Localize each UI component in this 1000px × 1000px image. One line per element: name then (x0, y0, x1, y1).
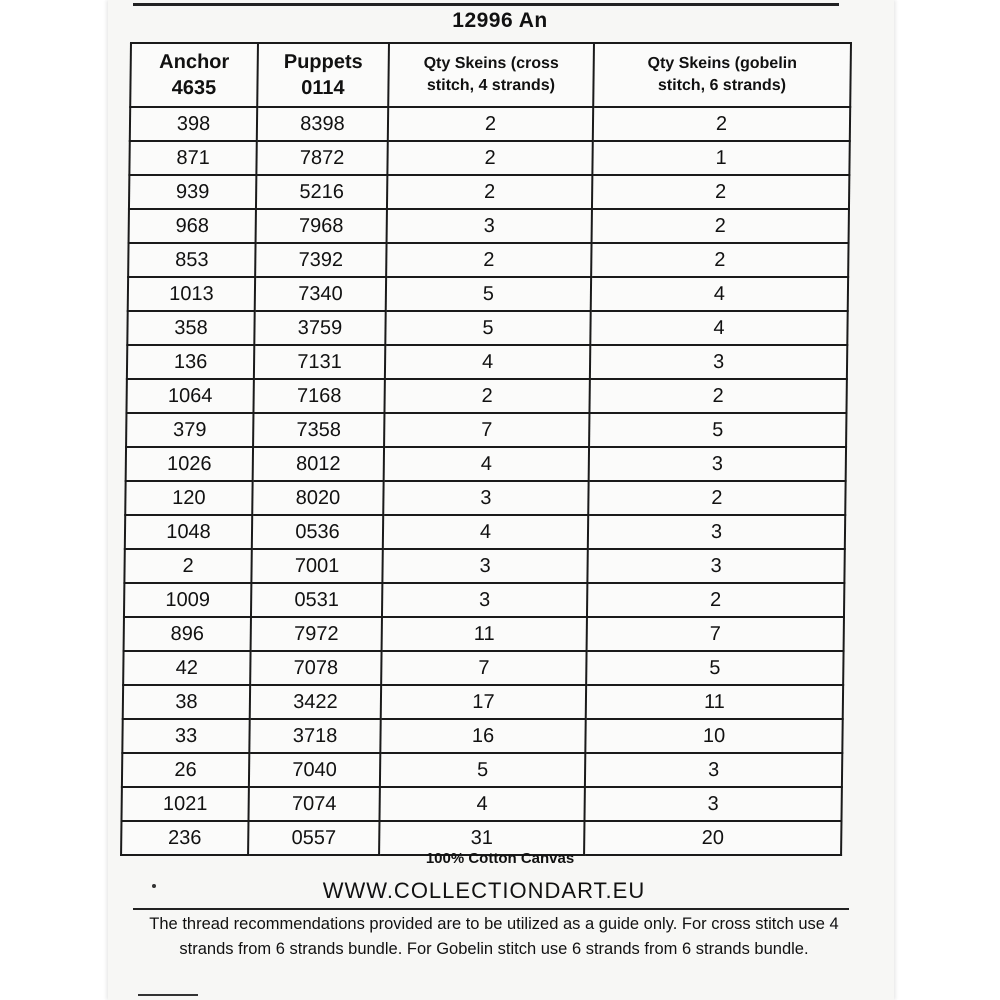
cell-puppets-code: 7168 (253, 379, 384, 413)
cell-anchor-code: 379 (126, 413, 253, 447)
cell-puppets-code: 8020 (252, 481, 383, 515)
header-anchor-line-1: Anchor (159, 51, 230, 73)
header-gobelin-line-2: stitch, 6 strands) (657, 77, 787, 94)
table-row (124, 549, 844, 583)
cell-qty-gobelin-stitch: 2 (593, 107, 850, 141)
table-row (122, 753, 842, 787)
table-row (126, 413, 846, 447)
table-header-row (130, 43, 851, 107)
cell-qty-gobelin-stitch: 4 (591, 277, 848, 311)
table-row (128, 277, 848, 311)
header-puppets-line-1: Puppets (283, 51, 363, 73)
cell-anchor-code: 1048 (125, 515, 252, 549)
cell-anchor-code: 2 (124, 549, 251, 583)
table-body (121, 107, 850, 855)
cell-qty-cross-stitch: 3 (387, 209, 592, 243)
cell-puppets-code: 3759 (254, 311, 385, 345)
cell-qty-cross-stitch: 5 (386, 277, 591, 311)
cell-qty-cross-stitch: 2 (384, 379, 589, 413)
cell-qty-cross-stitch: 16 (380, 719, 585, 753)
cell-qty-cross-stitch: 3 (382, 583, 587, 617)
cell-qty-cross-stitch: 5 (380, 753, 585, 787)
cell-puppets-code: 7968 (256, 209, 387, 243)
table-row (129, 175, 849, 209)
cell-anchor-code: 236 (121, 821, 248, 855)
cell-puppets-code: 7074 (248, 787, 379, 821)
cell-puppets-code: 8398 (257, 107, 388, 141)
cell-qty-gobelin-stitch: 5 (589, 413, 846, 447)
website-url: WWW.COLLECTIONDART.EU (322, 878, 646, 903)
table-row (129, 209, 849, 243)
cell-qty-gobelin-stitch: 20 (584, 821, 841, 855)
skein-table (120, 42, 852, 856)
table-row (127, 345, 847, 379)
cell-qty-cross-stitch: 2 (387, 141, 592, 175)
cell-qty-cross-stitch: 4 (383, 515, 588, 549)
cell-anchor-code: 33 (122, 719, 249, 753)
bottom-divider (138, 994, 198, 996)
table-row (128, 243, 848, 277)
cell-qty-gobelin-stitch: 4 (590, 311, 847, 345)
cell-qty-gobelin-stitch: 3 (587, 549, 844, 583)
cell-anchor-code: 358 (127, 311, 254, 345)
table-row (125, 515, 845, 549)
cell-qty-cross-stitch: 3 (383, 481, 588, 515)
cell-puppets-code: 3422 (250, 685, 381, 719)
table-row (124, 583, 844, 617)
header-puppets-line-2: 0114 (301, 77, 345, 99)
cell-qty-gobelin-stitch: 3 (588, 515, 845, 549)
cell-anchor-code: 1064 (126, 379, 253, 413)
table-row (123, 685, 843, 719)
header-puppets (257, 43, 389, 107)
cell-puppets-code: 0536 (252, 515, 383, 549)
table-row (130, 107, 850, 141)
cell-qty-gobelin-stitch: 2 (587, 583, 844, 617)
cell-qty-cross-stitch: 4 (385, 345, 590, 379)
cell-qty-cross-stitch: 11 (382, 617, 587, 651)
cell-anchor-code: 853 (128, 243, 255, 277)
cell-qty-gobelin-stitch: 3 (584, 787, 841, 821)
cell-anchor-code: 42 (123, 651, 250, 685)
cell-qty-cross-stitch: 2 (387, 175, 592, 209)
cell-anchor-code: 896 (124, 617, 251, 651)
cell-anchor-code: 1026 (126, 447, 253, 481)
canvas-note: 100% Cotton Canvas (425, 850, 575, 867)
table-row (129, 141, 849, 175)
cell-anchor-code: 1013 (128, 277, 255, 311)
cell-puppets-code: 7872 (256, 141, 387, 175)
cell-qty-cross-stitch: 7 (381, 651, 586, 685)
cell-puppets-code: 7972 (251, 617, 382, 651)
cell-anchor-code: 939 (129, 175, 256, 209)
cell-qty-cross-stitch: 4 (379, 787, 584, 821)
cell-qty-cross-stitch: 3 (382, 549, 587, 583)
cell-puppets-code: 0557 (248, 821, 379, 855)
table-row (121, 787, 841, 821)
cell-anchor-code: 38 (123, 685, 250, 719)
cell-qty-gobelin-stitch: 10 (585, 719, 842, 753)
header-anchor (130, 43, 258, 107)
cell-puppets-code: 7340 (255, 277, 386, 311)
cell-puppets-code: 7358 (253, 413, 384, 447)
cell-anchor-code: 26 (122, 753, 249, 787)
cell-puppets-code: 8012 (253, 447, 384, 481)
cell-puppets-code: 7001 (251, 549, 382, 583)
cell-qty-gobelin-stitch: 1 (592, 141, 849, 175)
cell-anchor-code: 871 (129, 141, 256, 175)
cell-qty-gobelin-stitch: 2 (591, 243, 848, 277)
disclaimer-divider (133, 908, 849, 910)
cell-qty-gobelin-stitch: 2 (592, 209, 849, 243)
cell-anchor-code: 398 (130, 107, 257, 141)
cell-qty-gobelin-stitch: 2 (592, 175, 849, 209)
cell-qty-cross-stitch: 2 (386, 243, 591, 277)
cell-puppets-code: 7040 (249, 753, 380, 787)
table-row (126, 447, 846, 481)
header-gobelin-line-1: Qty Skeins (gobelin (647, 55, 798, 72)
cell-qty-gobelin-stitch: 7 (587, 617, 844, 651)
header-qty-gobelin-stitch (593, 43, 851, 107)
cell-qty-gobelin-stitch: 3 (585, 753, 842, 787)
table-row (122, 719, 842, 753)
cell-anchor-code: 136 (127, 345, 254, 379)
cell-puppets-code: 5216 (256, 175, 387, 209)
cell-puppets-code: 7131 (254, 345, 385, 379)
disclaimer-text: The thread recommendations provided are to be utilized as a guide only. For cross stitch use 4 strands from 6 strands bundle. For Gobelin stitch use 6 strands from 6 strands bundle. (149, 915, 839, 958)
header-qty-cross-stitch (388, 43, 594, 107)
skein-table-container (120, 42, 850, 849)
cell-qty-gobelin-stitch: 2 (588, 481, 845, 515)
header-cross-line-1: Qty Skeins (cross (423, 55, 559, 72)
cell-anchor-code: 968 (129, 209, 256, 243)
cell-puppets-code: 3718 (249, 719, 380, 753)
table-row (124, 617, 844, 651)
table-row (123, 651, 843, 685)
top-divider (133, 3, 839, 6)
cell-puppets-code: 7078 (250, 651, 381, 685)
cell-qty-cross-stitch: 4 (384, 447, 589, 481)
cell-qty-gobelin-stitch: 2 (589, 379, 846, 413)
cell-puppets-code: 0531 (251, 583, 382, 617)
cell-anchor-code: 1009 (124, 583, 251, 617)
cell-qty-cross-stitch: 7 (384, 413, 589, 447)
cell-puppets-code: 7392 (255, 243, 386, 277)
table-row (126, 379, 846, 413)
cell-qty-cross-stitch: 17 (381, 685, 586, 719)
cell-qty-gobelin-stitch: 3 (589, 447, 846, 481)
cell-qty-gobelin-stitch: 5 (586, 651, 843, 685)
cell-qty-cross-stitch: 5 (385, 311, 590, 345)
header-anchor-line-2: 4635 (171, 77, 217, 99)
cell-qty-gobelin-stitch: 11 (586, 685, 843, 719)
table-row (127, 311, 847, 345)
cell-qty-gobelin-stitch: 3 (590, 345, 847, 379)
document-title: 12996 An (452, 9, 548, 32)
table-row (125, 481, 845, 515)
header-cross-line-2: stitch, 4 strands) (426, 77, 556, 94)
cell-qty-cross-stitch: 31 (379, 821, 584, 855)
cell-anchor-code: 1021 (121, 787, 248, 821)
cell-qty-cross-stitch: 2 (388, 107, 593, 141)
cell-anchor-code: 120 (125, 481, 252, 515)
